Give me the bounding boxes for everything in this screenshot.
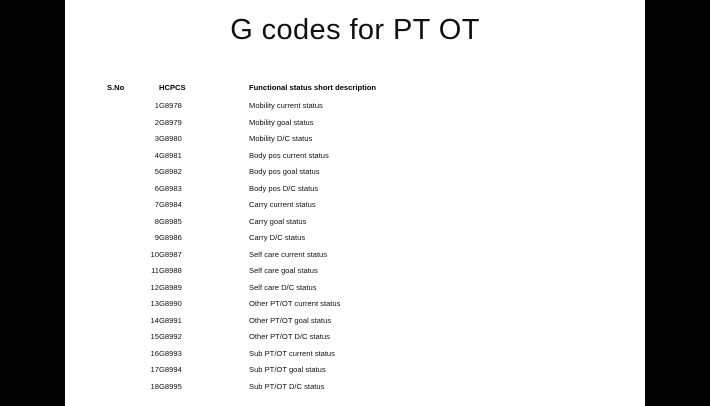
cell-description: Sub PT/OT goal status xyxy=(249,365,326,374)
table-row xyxy=(107,349,607,366)
cell-hcpcs: G8988 xyxy=(159,266,182,275)
cell-sno: 17 xyxy=(150,365,159,374)
cell-description: Self care current status xyxy=(249,249,328,259)
cell-hcpcs: G8984 xyxy=(159,200,182,209)
cell-hcpcs: G8980 xyxy=(159,134,182,143)
gcodes-table-container xyxy=(107,83,607,398)
cell-hcpcs: G8992 xyxy=(159,332,182,341)
cell-description: Mobility D/C status xyxy=(249,134,313,143)
cell-hcpcs: G8981 xyxy=(159,150,182,160)
cell-sno: 4 xyxy=(154,150,159,160)
cell-hcpcs: G8989 xyxy=(159,282,182,292)
page-title: G codes for PT OT xyxy=(230,14,480,46)
cell-description: Self care D/C status xyxy=(249,282,317,292)
cell-hcpcs: G8985 xyxy=(159,216,182,226)
cell-description: Carry current status xyxy=(249,200,316,209)
cell-sno: 16 xyxy=(150,348,159,358)
cell-hcpcs: G8995 xyxy=(159,381,182,391)
table-row xyxy=(107,250,607,267)
cell-hcpcs: G8990 xyxy=(159,299,182,308)
table-row xyxy=(107,167,607,184)
table-row xyxy=(107,101,607,118)
cell-sno: 18 xyxy=(150,381,159,391)
cell-sno: 10 xyxy=(150,249,159,259)
cell-sno: 5 xyxy=(154,167,159,176)
cell-sno: 13 xyxy=(150,299,159,308)
table-row xyxy=(107,316,607,333)
cell-sno: 14 xyxy=(150,315,159,325)
cell-description: Mobility current status xyxy=(249,101,323,110)
cell-description: Body pos current status xyxy=(249,150,329,160)
table-row xyxy=(107,332,607,349)
cell-hcpcs: G8983 xyxy=(159,183,182,193)
cell-hcpcs: G8986 xyxy=(159,233,182,242)
table-body xyxy=(107,101,607,398)
table-row xyxy=(107,151,607,168)
table-row xyxy=(107,118,607,135)
table-row xyxy=(107,200,607,217)
table-row xyxy=(107,365,607,382)
cell-sno: 7 xyxy=(154,200,159,209)
cell-description: Carry goal status xyxy=(249,216,307,226)
table-row xyxy=(107,266,607,283)
cell-hcpcs: G8979 xyxy=(159,117,182,127)
cell-description: Carry D/C status xyxy=(249,233,306,242)
cell-description: Mobility goal status xyxy=(249,117,314,127)
table-header-row xyxy=(107,83,607,101)
table-row xyxy=(107,184,607,201)
cell-sno: 12 xyxy=(150,282,159,292)
cell-hcpcs: G8994 xyxy=(159,365,182,374)
cell-sno: 3 xyxy=(154,134,159,143)
cell-description: Body pos goal status xyxy=(249,167,320,176)
cell-sno: 9 xyxy=(154,233,159,242)
cell-sno: 6 xyxy=(154,183,159,193)
slide-canvas xyxy=(65,0,645,406)
cell-sno: 15 xyxy=(150,332,159,341)
table-row xyxy=(107,233,607,250)
column-header-sno: S.No xyxy=(107,83,125,92)
table-header xyxy=(107,83,607,101)
cell-description: Self care goal status xyxy=(249,266,318,275)
cell-hcpcs: G8993 xyxy=(159,348,182,358)
cell-description: Sub PT/OT current status xyxy=(249,348,335,358)
table-row xyxy=(107,217,607,234)
table-row xyxy=(107,382,607,399)
cell-description: Sub PT/OT D/C status xyxy=(249,381,325,391)
cell-hcpcs: G8991 xyxy=(159,315,182,325)
cell-hcpcs: G8987 xyxy=(159,249,182,259)
cell-hcpcs: G8982 xyxy=(159,167,182,176)
cell-description: Other PT/OT D/C status xyxy=(249,332,330,341)
table-row xyxy=(107,299,607,316)
cell-sno: 2 xyxy=(154,117,159,127)
cell-description: Body pos D/C status xyxy=(249,183,319,193)
cell-hcpcs: G8978 xyxy=(159,101,182,110)
column-header-description: Functional status short description xyxy=(249,83,376,92)
gcodes-table xyxy=(107,83,607,398)
cell-sno: 8 xyxy=(154,216,159,226)
table-row xyxy=(107,283,607,300)
cell-description: Other PT/OT goal status xyxy=(249,315,332,325)
column-header-hcpcs: HCPCS xyxy=(159,83,186,92)
table-row xyxy=(107,134,607,151)
cell-sno: 11 xyxy=(151,266,159,275)
cell-description: Other PT/OT current status xyxy=(249,299,341,308)
cell-sno: 1 xyxy=(154,101,159,110)
